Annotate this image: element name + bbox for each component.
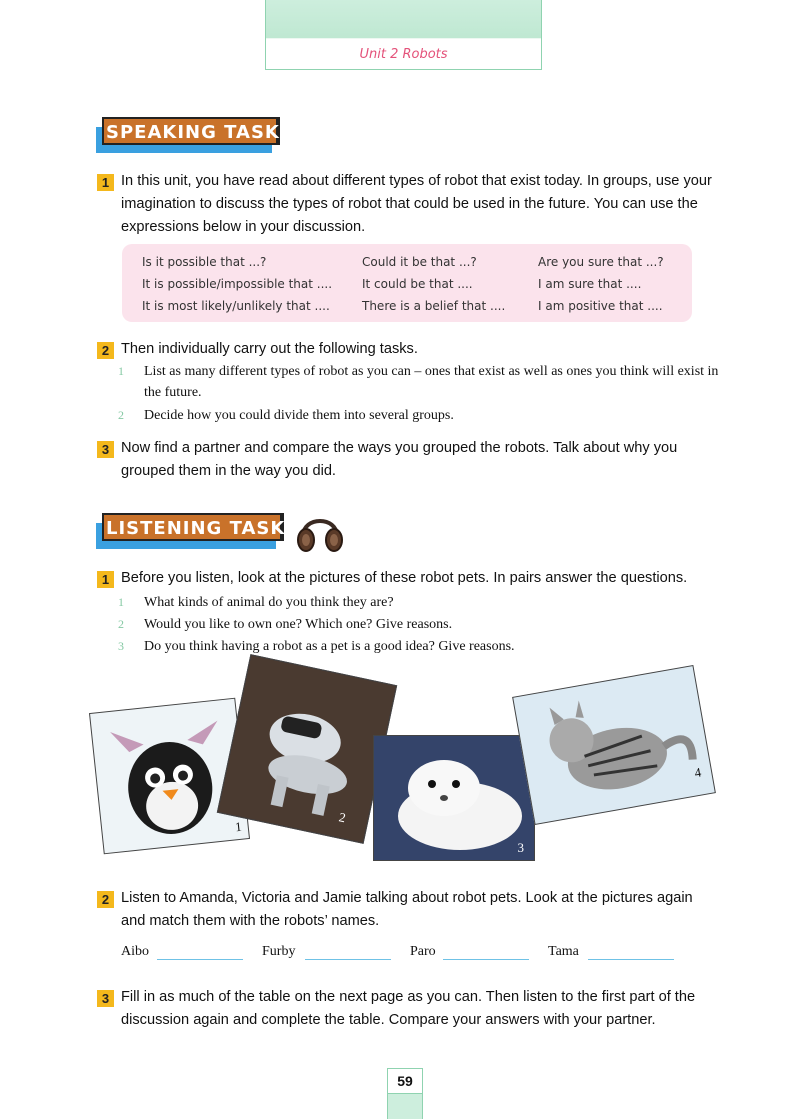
speaking-item-3-number: 3 (97, 441, 114, 458)
expression: It is most likely/unlikely that .... (142, 299, 330, 313)
question-3-number: 3 (118, 639, 124, 653)
speaking-task-banner (96, 117, 286, 153)
page-number: 59 (388, 1069, 422, 1094)
expression: There is a belief that .... (362, 299, 506, 313)
question-1-text: What kinds of animal do you think they are? (144, 595, 394, 610)
answer-blank-furby[interactable] (305, 958, 391, 960)
answer-blank-tama[interactable] (588, 958, 674, 960)
name-furby: Furby (262, 944, 296, 959)
name-aibo: Aibo (121, 944, 149, 959)
robot-pet-picture-2 (217, 654, 397, 844)
listening-item-3-text: Fill in as much of the table on the next page as you can. Then listen to the first part of the discussion again and complete the table. Compare your answers with your partner. (121, 989, 696, 1028)
listening-task-title: LISTENING TASK (106, 518, 286, 539)
speaking-item-3-text: Now find a partner and compare the ways you grouped the robots. Talk about why you grouped them in the way you did. (121, 440, 678, 479)
listening-item-2-number: 2 (97, 891, 114, 908)
unit-header-tab (265, 0, 542, 70)
question-2-text: Would you like to own one? Which one? Give reasons. (144, 617, 453, 632)
listening-task-banner (96, 513, 296, 549)
headphones-icon (293, 508, 347, 554)
speaking-task-title: SPEAKING TASK (106, 122, 280, 143)
paro-illustration (374, 736, 534, 860)
picture-1-number: 1 (234, 818, 243, 835)
expression: Are you sure that ...? (538, 255, 664, 269)
expression: Is it possible that ...? (142, 255, 267, 269)
expression: I am positive that .... (538, 299, 663, 313)
robot-pet-picture-4 (512, 665, 716, 825)
subtask-2-text: Decide how you could divide them into several groups. (144, 408, 454, 423)
picture-4-number: 4 (693, 764, 703, 781)
listening-item-1-number: 1 (97, 571, 114, 588)
name-paro: Paro (410, 944, 436, 959)
robot-pet-picture-3 (373, 735, 535, 861)
answer-blank-paro[interactable] (443, 958, 529, 960)
speaking-item-2-text: Then individually carry out the following tasks. (121, 341, 418, 357)
expressions-box (122, 244, 692, 322)
unit-title: Unit 2 Robots (359, 47, 448, 62)
subtask-1-number: 1 (118, 364, 124, 378)
expression: I am sure that .... (538, 277, 642, 291)
speaking-item-2-number: 2 (97, 342, 114, 359)
listening-item-1-text: Before you listen, look at the pictures of these robot pets. In pairs answer the questions. (121, 570, 688, 586)
picture-2-number: 2 (337, 809, 348, 826)
tama-illustration (513, 666, 714, 824)
subtask-2-number: 2 (118, 408, 124, 422)
question-2-number: 2 (118, 617, 124, 631)
expression: It could be that .... (362, 277, 473, 291)
page-number-tab (387, 1068, 423, 1119)
expression: It is possible/impossible that .... (142, 277, 333, 291)
listening-item-3-number: 3 (97, 990, 114, 1007)
subtask-1-text: List as many different types of robot as you can – ones that exist as well as ones you think will exist in the future. (144, 364, 719, 400)
answer-blank-aibo[interactable] (157, 958, 243, 960)
question-1-number: 1 (118, 595, 124, 609)
expression: Could it be that ...? (362, 255, 477, 269)
picture-3-number: 3 (517, 840, 524, 855)
aibo-illustration (218, 655, 396, 842)
speaking-item-1-text: In this unit, you have read about different types of robot that exist today. In groups, use your imagination to discuss the types of robot that could be used in the future. You can use the expressions below in your discussion. (121, 173, 712, 235)
question-3-text: Do you think having a robot as a pet is a good idea? Give reasons. (144, 639, 515, 654)
listening-item-2-text: Listen to Amanda, Victoria and Jamie talking about robot pets. Look at the pictures again and match them with the robots’ names. (121, 890, 693, 929)
speaking-item-1-number: 1 (97, 174, 114, 191)
name-tama: Tama (548, 944, 579, 959)
